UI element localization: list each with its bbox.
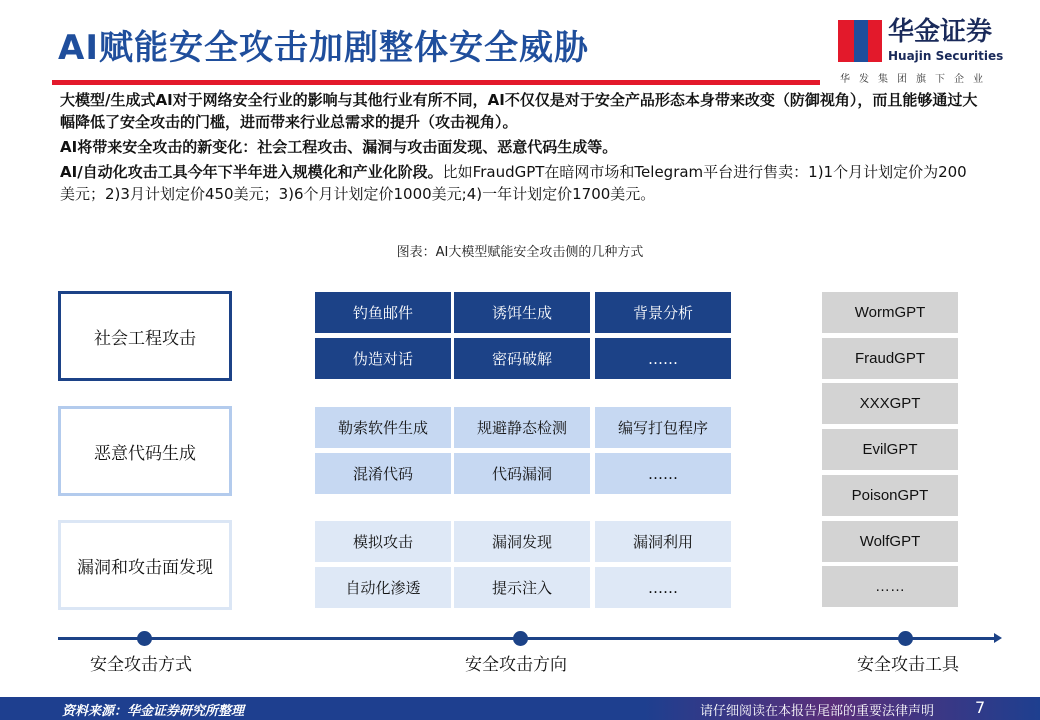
method-box: 恶意代码生成: [58, 406, 232, 496]
bullet-list: [60, 89, 980, 208]
direction-cell: 规避静态检测: [454, 407, 590, 448]
timeline-dot: [137, 631, 152, 646]
direction-cell: 漏洞发现: [454, 521, 590, 562]
logo-en: Huajin Securities: [888, 49, 1004, 63]
direction-cell: ……: [595, 567, 731, 608]
footer: [0, 697, 1040, 720]
direction-cell: 自动化渗透: [315, 567, 451, 608]
arrow-icon: [994, 633, 1002, 643]
tool-cell: WormGPT: [822, 292, 958, 333]
direction-cell: 背景分析: [595, 292, 731, 333]
title-underline: [52, 80, 820, 85]
logo-cn: 华金证券: [888, 17, 993, 47]
tool-cell: ……: [822, 566, 958, 607]
direction-cell: 勒索软件生成: [315, 407, 451, 448]
tool-cell: XXXGPT: [822, 383, 958, 424]
axis-label: 安全攻击方式: [90, 655, 192, 675]
page-number: 7: [975, 698, 986, 717]
source-note: 资料来源：华金证券研究所整理: [62, 704, 245, 719]
bullet-3-text: 比如FraudGPT在暗网市场和Telegram平台进行售卖：1)1个月计划定价为200美元；2)3月计划定价450美元；3)6个月计划定价1000美元;4)一年计划定价1700美元。: [60, 163, 967, 203]
bullet-2: [60, 136, 980, 158]
timeline-dot: [898, 631, 913, 646]
bullet-1: [60, 89, 980, 133]
page-title: AI赋能安全攻击加剧整体安全威胁: [58, 28, 589, 68]
timeline-dot: [513, 631, 528, 646]
direction-cell: 钓鱼邮件: [315, 292, 451, 333]
tool-cell: WolfGPT: [822, 521, 958, 562]
company-logo: [838, 18, 1028, 90]
logo-mark-icon: [838, 20, 882, 62]
legal-notice: 请仔细阅读在本报告尾部的重要法律声明: [700, 704, 935, 719]
direction-cell: ……: [595, 453, 731, 494]
direction-cell: 代码漏洞: [454, 453, 590, 494]
method-box: 社会工程攻击: [58, 291, 232, 381]
direction-cell: 提示注入: [454, 567, 590, 608]
direction-cell: 编写打包程序: [595, 407, 731, 448]
tool-cell: FraudGPT: [822, 338, 958, 379]
direction-cell: 漏洞利用: [595, 521, 731, 562]
direction-cell: ……: [595, 338, 731, 379]
direction-cell: 诱饵生成: [454, 292, 590, 333]
figure-caption: 图表：AI大模型赋能安全攻击侧的几种方式: [396, 245, 644, 260]
direction-cell: 伪造对话: [315, 338, 451, 379]
logo-sub: 华发集团旗下企业: [840, 74, 992, 85]
bullet-1-text: 大模型/生成式AI对于网络安全行业的影响与其他行业有所不同，AI不仅仅是对于安全产品形态本身带来改变（防御视角），而且能够通过大幅降低了安全攻击的门槛，进而带来行业总需求的提升（攻击视角）。: [60, 91, 978, 131]
tool-cell: EvilGPT: [822, 429, 958, 470]
direction-cell: 密码破解: [454, 338, 590, 379]
direction-cell: 模拟攻击: [315, 521, 451, 562]
axis-label: 安全攻击工具: [857, 655, 959, 675]
bullet-3: [60, 161, 980, 205]
direction-cell: 混淆代码: [315, 453, 451, 494]
method-box: 漏洞和攻击面发现: [58, 520, 232, 610]
tool-cell: PoisonGPT: [822, 475, 958, 516]
bullet-3-bold: AI/自动化攻击工具今年下半年进入规模化和产业化阶段。: [60, 163, 443, 181]
axis-label: 安全攻击方向: [465, 655, 567, 675]
bullet-2-text: AI将带来安全攻击的新变化：社会工程攻击、漏洞与攻击面发现、恶意代码生成等。: [60, 138, 618, 156]
